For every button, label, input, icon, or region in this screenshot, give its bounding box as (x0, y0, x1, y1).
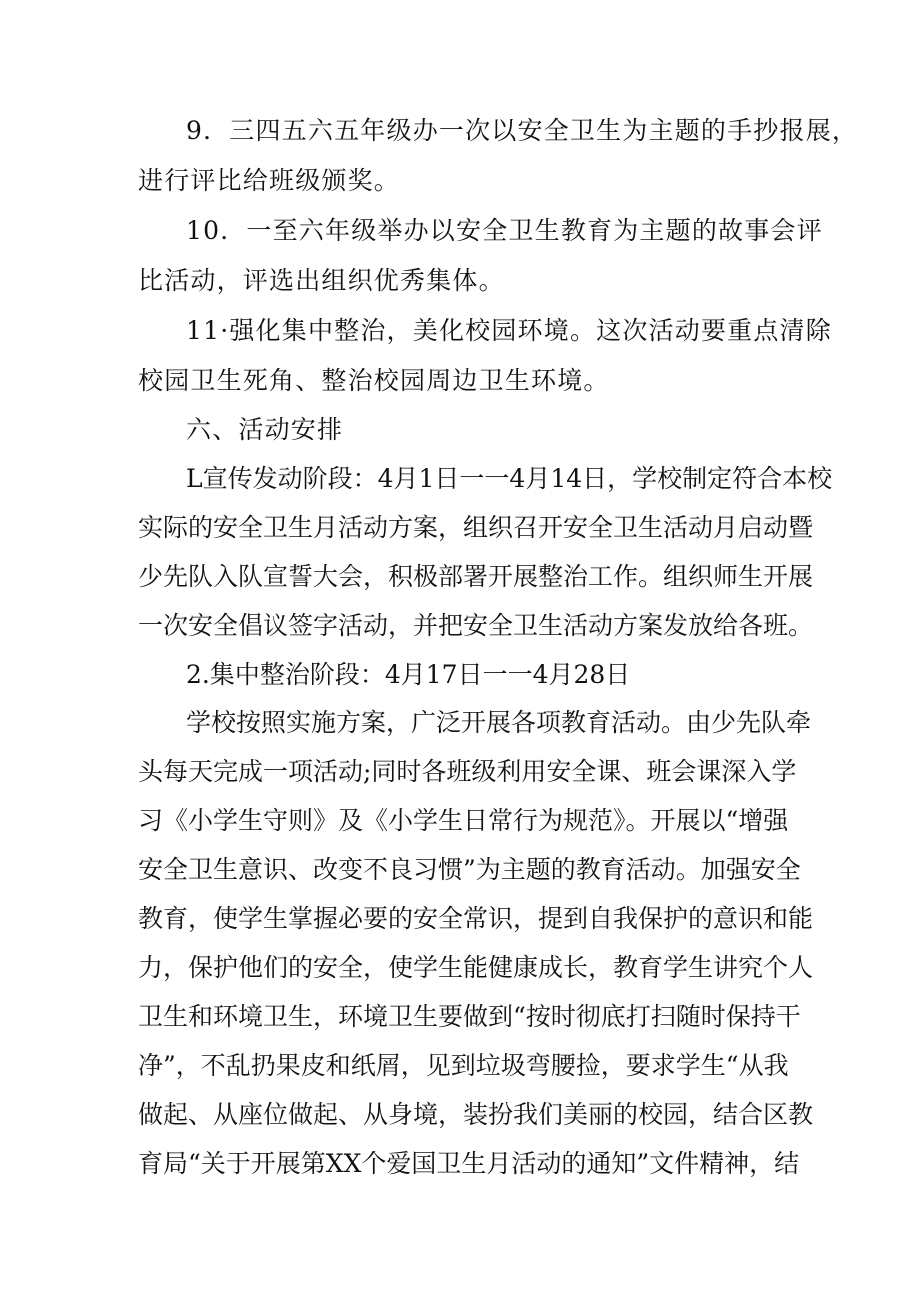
paragraph-line-10: 育局“关于开展第XX个爱国卫生月活动的通知”文件精神，结 (138, 1149, 800, 1178)
paragraph-line-8: 净”，不乱扔果皮和纸屑，见到垃圾弯腰捡，要求学生“从我 (138, 1051, 789, 1080)
paragraph-line-9: 做起、从座位做起、从身境，装扮我们美丽的校园，结合区教 (138, 1100, 814, 1129)
text-line-item-10-cont: 比活动，评选出组织优秀集体。 (138, 266, 505, 295)
text-line-phase-1-cont-1: 实际的安全卫生月活动方案，组织召开安全卫生活动月启动暨 (138, 513, 814, 542)
section-heading-activity-arrangement: 六、活动安排 (186, 415, 344, 444)
paragraph-line-5: 教育，使学生掌握必要的安全常识，提到自我保护的意识和能 (138, 904, 814, 933)
text-line-item-9: 9．三四五六五年级办一次以安全卫生为主题的手抄报展， (186, 116, 859, 145)
text-line-phase-2: 2.集中整治阶段：4月17日一一4月28日 (186, 660, 631, 689)
text-line-item-11: 11·强化集中整治，美化校园环境。这次活动要重点清除 (186, 316, 832, 345)
paragraph-line-7: 卫生和环境卫生，环境卫生要做到“按时彻底打扫随时保持干 (138, 1002, 801, 1031)
paragraph-line-4: 安全卫生意识、改变不良习惯”为主题的教育活动。加强安全 (138, 855, 801, 884)
text-line-phase-1-cont-3: 一次安全倡议签字活动，并把安全卫生活动方案发放给各班。 (138, 611, 814, 640)
text-line-phase-1-cont-2: 少先队入队宣誓大会，积极部署开展整治工作。组织师生开展 (138, 562, 814, 591)
text-line-phase-1: L宣传发动阶段：4月1日一一4月14日，学校制定符合本校 (186, 464, 833, 493)
paragraph-line-1: 学校按照实施方案，广泛开展各项教育活动。由少先队牵 (186, 708, 812, 737)
paragraph-line-3: 习《小学生守则》及《小学生日常行为规范》。开展以“增强 (138, 806, 789, 835)
text-line-item-11-cont: 校园卫生死角、整治校园周边卫生环境。 (138, 366, 610, 395)
paragraph-line-6: 力，保护他们的安全，使学生能健康成长，教育学生讲究个人 (138, 953, 814, 982)
text-line-item-9-cont: 进行评比给班级颁奖。 (138, 166, 401, 195)
paragraph-line-2: 头每天完成一项活动;同时各班级利用安全课、班会课深入学 (138, 757, 797, 786)
text-line-item-10: 10．一至六年级举办以安全卫生教育为主题的故事会评 (186, 216, 823, 245)
